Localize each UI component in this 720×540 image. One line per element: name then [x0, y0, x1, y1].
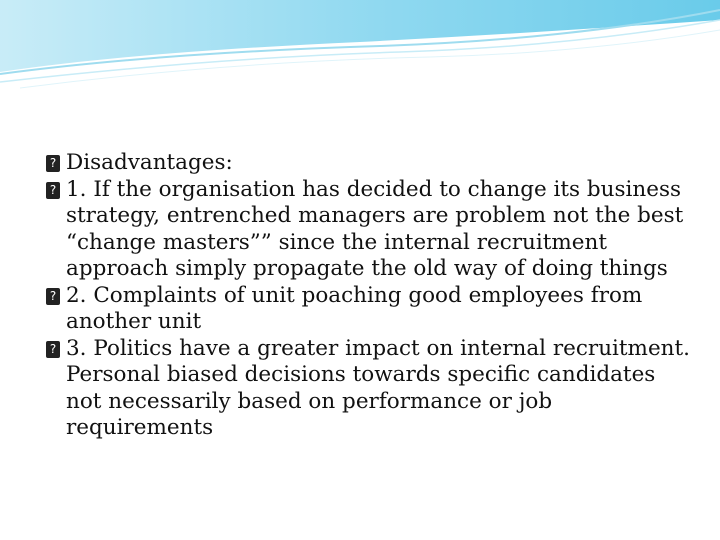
bullet-item: [46, 177, 696, 283]
bullet-icon: ?: [46, 341, 60, 358]
bullet-text: 1. If the organisation has decided to change its business strategy, entrenched managers are problem not the best “change masters”” since the internal recruitment approach simply propagate the old way of doing things: [66, 176, 684, 281]
bullet-text: Disadvantages:: [66, 150, 233, 175]
bullet-icon: ?: [46, 182, 60, 199]
bullet-text: 3. Politics have a greater impact on internal recruitment. Personal biased decisions towards specific candidates not necessarily based on performance or job requirements: [66, 335, 690, 440]
bullet-item: [46, 283, 696, 336]
bullet-icon: ?: [46, 288, 60, 305]
bullet-icon: ?: [46, 155, 60, 172]
bullet-text: 2. Complaints of unit poaching good employees from another unit: [66, 282, 643, 334]
bullet-heading: [46, 150, 696, 177]
header-wave-decoration: [0, 0, 720, 110]
bullet-item: [46, 336, 696, 442]
bullet-list: [46, 150, 696, 442]
